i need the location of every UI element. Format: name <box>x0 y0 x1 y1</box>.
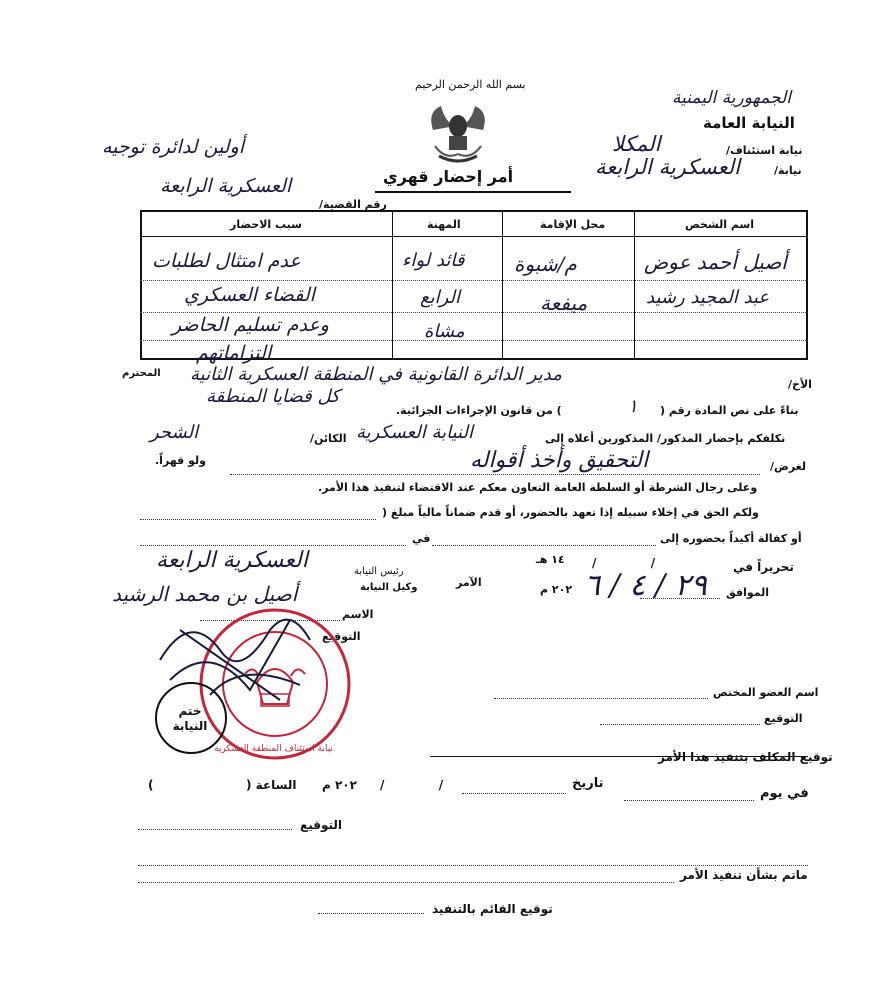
header-reason: سبب الاحضار <box>230 218 302 231</box>
name-label: الاسم <box>342 608 374 621</box>
assure-line-1[interactable] <box>432 545 656 546</box>
person-name-2: عبد المجيد رشيد <box>646 287 770 308</box>
stamp-text: نيابة استئناف المنطقة العسكرية <box>214 744 333 754</box>
assure-text: أو كفالة أكيداً بحضوره إلى <box>660 532 802 545</box>
job-2: الرابع <box>420 287 461 308</box>
day-label: في يوم <box>760 786 809 801</box>
case-handwritten-2: العسكرية الرابعة <box>160 175 292 197</box>
brother-label: الأخ/ <box>788 378 812 391</box>
col-divider-1 <box>634 210 635 360</box>
greg-suffix: ٢٠٢ م <box>540 583 573 596</box>
done-line-2[interactable] <box>138 882 674 883</box>
date-line[interactable] <box>462 793 566 794</box>
greg-date-handwritten: ٢٩ / ٤ / ٦ <box>584 568 707 603</box>
header-residence: محل الإقامة <box>540 218 606 231</box>
reason-1: عدم امتثال لطلبات <box>152 250 301 272</box>
execution-signature-line[interactable] <box>138 829 292 830</box>
release-text: ولكم الحق في إخلاء سبيله إذا تعهد بالحضور، أو قدم ضماناً مالياً مبلغ ( <box>382 506 759 519</box>
republic-handwritten: الجمهورية اليمنية <box>672 88 792 108</box>
basmala: بسم الله الرحمن الرحيم <box>415 78 526 91</box>
hour-close: ) <box>148 778 154 792</box>
job-1: قائد لواء <box>402 250 465 271</box>
corresponding-label: الموافق <box>726 586 770 599</box>
reason-3: وعدم تسليم الحاضر <box>172 314 329 336</box>
done-label: ماتم بشأن تنفيذ الأمر <box>680 868 808 882</box>
execution-title: توقيع المكلف بتنفيذ هذا الأمر <box>658 750 833 764</box>
done-line-1[interactable] <box>138 865 808 866</box>
name-handwritten: أصيل بن محمد الرشيد <box>112 582 298 606</box>
issuer-handwritten: العسكرية الرابعة <box>156 548 308 573</box>
bail-amount-line[interactable] <box>140 519 376 520</box>
appeal-handwritten: المكلا <box>612 132 661 156</box>
header-person: اسم الشخص <box>685 218 755 231</box>
brother-handwritten-2: كل قضايا المنطقة <box>206 386 340 407</box>
written-label: تحريراً في <box>733 560 794 574</box>
prosecution2-label: نيابة/ <box>774 164 802 177</box>
day-line[interactable] <box>624 800 754 801</box>
role-president: رئيس النيابة <box>354 566 404 577</box>
member-line[interactable] <box>494 698 708 699</box>
date-label: تاريخ <box>572 776 604 791</box>
row-line-2 <box>140 312 808 313</box>
person-name-1: أصيل أحمد عوض <box>644 250 787 274</box>
member-signature-line[interactable] <box>600 724 760 725</box>
prosecution-label: النيابة العامة <box>703 114 795 132</box>
title-underline <box>375 191 571 193</box>
executor-label: توقيع القائم بالتنفيذ <box>432 902 553 916</box>
order-signature-label: التوقيع <box>322 630 361 643</box>
col-divider-2 <box>502 210 503 360</box>
seal-label: ختم النيابة <box>172 704 208 733</box>
row-line-1 <box>140 280 808 281</box>
member-label: اسم العضو المختص <box>713 686 819 699</box>
case-handwritten-1: أولين لدائرة توجيه <box>102 136 245 158</box>
reason-2: القضاء العسكري <box>184 284 315 306</box>
assign-handwritten: النيابة العسكرية <box>356 422 473 443</box>
prosecution2-handwritten: العسكرية الرابعة <box>595 155 740 179</box>
header-job: المهنة <box>427 218 461 231</box>
table-header-divider <box>140 236 808 237</box>
article-number: ١ <box>628 396 638 417</box>
in-text: في <box>412 532 431 545</box>
brother-handwritten-1: مدير الدائرة القانونية في المنطقة العسكرية الثانية <box>190 364 562 385</box>
form-title: أمر إحضار قهري <box>383 167 514 186</box>
issuer-label: الآمر <box>456 576 482 589</box>
located-label: الكائن/ <box>310 432 347 445</box>
located-handwritten: الشحر <box>150 422 199 443</box>
execution-signature-label: التوقيع <box>300 818 342 832</box>
hour-label: الساعة ( <box>246 778 297 792</box>
hijri-date-slashes: / / <box>592 556 656 570</box>
assure-line-2[interactable] <box>140 545 406 546</box>
execution-year: ٢٠٢ م <box>322 778 357 792</box>
col-divider-3 <box>392 210 393 360</box>
force-text: ولو قهراً. <box>155 454 206 467</box>
purpose-label: لغرض/ <box>770 460 806 473</box>
assign-text: نكلفكم بإحضار المذكور/ المذكورين أعلاه إلى <box>545 432 786 445</box>
emblem-icon <box>425 100 491 168</box>
respected-label: المحترم <box>122 368 161 379</box>
police-text: وعلى رجال الشرطة أو السلطة العامة التعاون معكم عند الاقتضاء لتنفيذ هذا الأمر. <box>318 481 758 494</box>
residence-2: ميفعة <box>540 291 588 315</box>
residence-1: م/شبوة <box>514 252 577 276</box>
executor-line[interactable] <box>318 913 424 914</box>
reason-4: التزاماتهم <box>196 342 272 364</box>
purpose-handwritten: التحقيق وأخذ أقواله <box>470 448 649 473</box>
row-line-3 <box>140 340 808 341</box>
job-3: مشاة <box>424 321 465 342</box>
hijri-suffix: ١٤ هـ <box>536 553 565 566</box>
role-agent: وكيل النيابة <box>360 582 418 593</box>
appeal-label: نيابة استئناف/ <box>726 144 803 157</box>
date-slashes: / / <box>380 778 444 792</box>
purpose-line <box>230 474 760 475</box>
member-signature-label: التوقيع <box>764 712 803 725</box>
article-text: بناءً على نص المادة رقم ( <box>660 404 799 417</box>
case-label: رقم القضية/ <box>319 198 387 211</box>
law-text: ) من قانون الإجراءات الجزائية. <box>396 404 562 417</box>
